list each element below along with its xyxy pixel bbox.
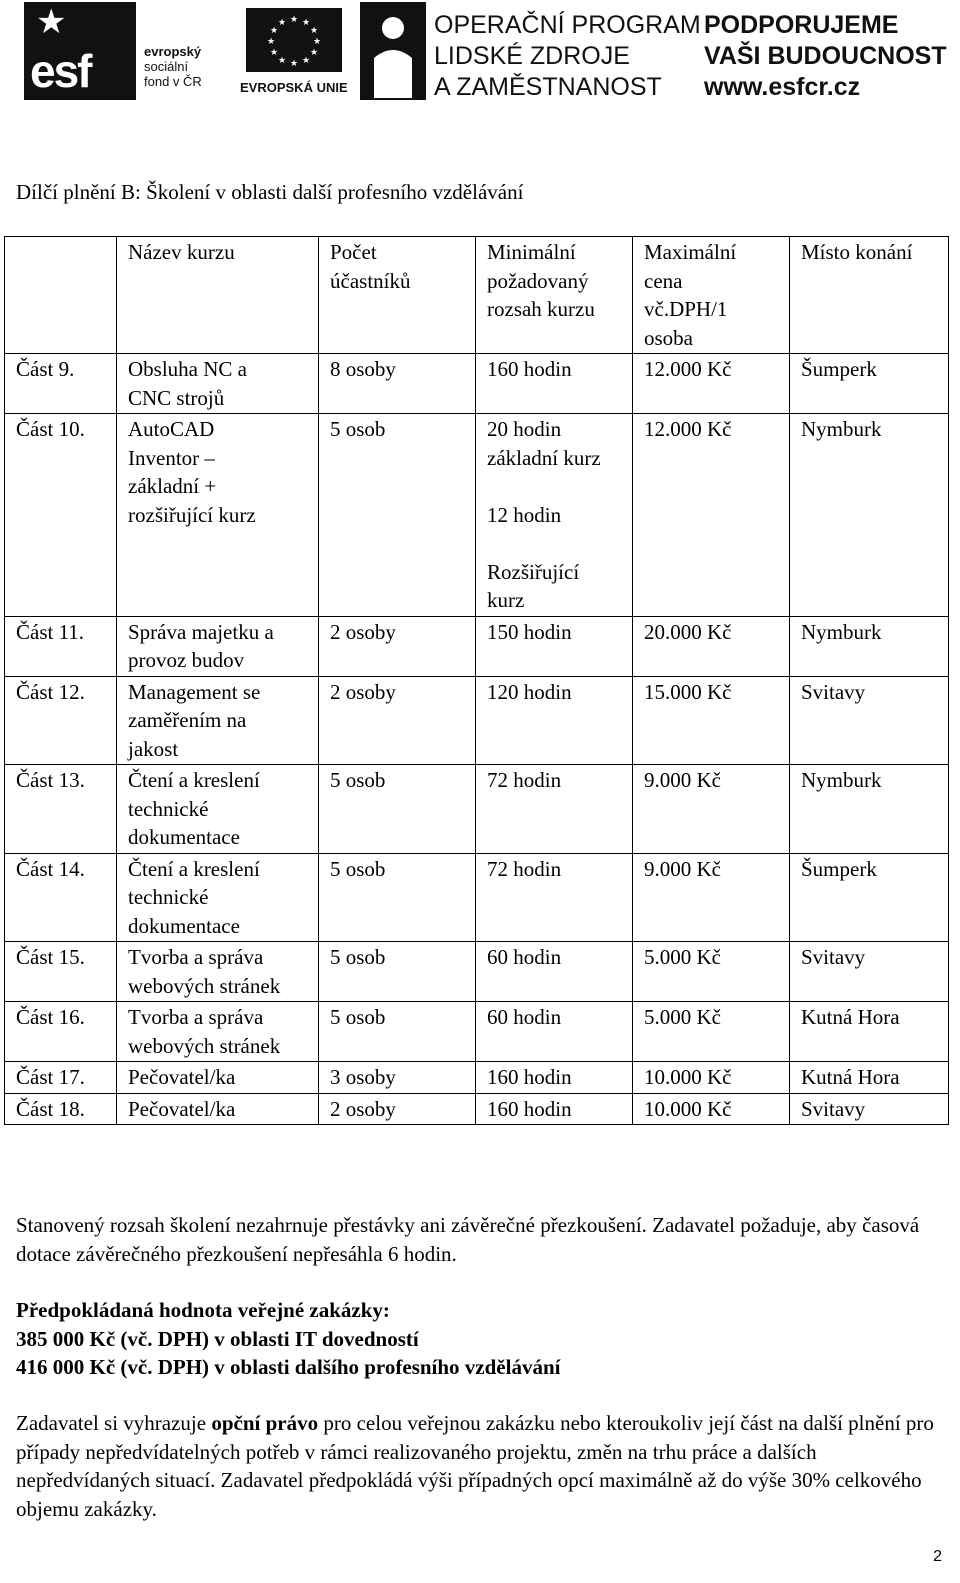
cell-course: Pečovatel/ka [117,1093,319,1125]
cell-place: Svitavy [790,942,949,1002]
esf-logo [24,0,354,104]
cell-part: Část 12. [5,676,117,765]
cell-price: 5.000 Kč [633,1002,790,1062]
cell-participants: 5 osob [319,942,476,1002]
header-price: Maximální cena vč.DPH/1 osoba [633,237,790,354]
courses-table [4,236,949,1125]
cell-participants: 5 osob [319,853,476,942]
header-part [5,237,117,354]
cell-scope: 160 hodin [476,1062,633,1094]
eu-flag-icon [246,8,342,72]
cell-price: 15.000 Kč [633,676,790,765]
cell-part: Část 10. [5,414,117,617]
cell-participants: 5 osob [319,414,476,617]
cell-place: Šumperk [790,853,949,942]
cell-scope: 72 hodin [476,765,633,854]
esf-mark [24,2,136,100]
table-row [5,1002,949,1062]
cell-price: 10.000 Kč [633,1093,790,1125]
cell-price: 9.000 Kč [633,853,790,942]
page-number: 2 [933,1548,942,1565]
esf-caption-line: sociální [144,59,189,74]
header-course: Název kurzu [117,237,319,354]
cell-scope: 160 hodin [476,354,633,414]
table-header-row [5,237,949,354]
header-scope: Minimální požadovaný rozsah kurzu [476,237,633,354]
option-right-term: opční právo [211,1411,319,1435]
cell-participants: 5 osob [319,765,476,854]
cell-part: Část 14. [5,853,117,942]
slogan [704,10,947,103]
cell-participants: 3 osoby [319,1062,476,1094]
section-heading: Dílčí plnění B: Školení v oblasti další profesního vzdělávání [16,180,524,204]
esf-caption-line: evropský [144,44,202,59]
cell-price: 5.000 Kč [633,942,790,1002]
table-row [5,853,949,942]
cell-price: 20.000 Kč [633,616,790,676]
svg-text:★: ★ [301,18,311,28]
cell-part: Část 9. [5,354,117,414]
star-icon: ★ [36,4,67,41]
table-row [5,354,949,414]
cell-part: Část 17. [5,1062,117,1094]
cell-place: Šumperk [790,354,949,414]
svg-text:★: ★ [289,15,299,25]
option-text-end: pro celou veřejnou zakázku nebo kteroukoliv její část na další plnění pro případy nepředvídatelných potřeb v rámci realizovaného projektu, změn na trhu práce a dalších nepředvídaných situací. Zadavatel předpokládá výši případných opcí maximálně až do výše 30% celkového objemu zakázky. [16,1411,934,1521]
cell-place: Svitavy [790,676,949,765]
header-participants: Počet účastníků [319,237,476,354]
cell-price: 10.000 Kč [633,1062,790,1094]
cell-place: Kutná Hora [790,1002,949,1062]
svg-text:★: ★ [289,59,299,69]
svg-text:★: ★ [277,18,287,28]
cell-price: 12.000 Kč [633,414,790,617]
cell-place: Nymburk [790,414,949,617]
cell-participants: 2 osoby [319,1093,476,1125]
slogan-line: PODPORUJEME [704,11,899,39]
svg-text:★: ★ [277,56,287,66]
slogan-line: VAŠI BUDOUCNOST [704,42,947,70]
cell-scope: 60 hodin [476,1002,633,1062]
svg-text:★: ★ [312,37,322,47]
table-row [5,1062,949,1094]
cell-course: Management se zaměřením na jakost [117,676,319,765]
table-row [5,616,949,676]
cell-course: Tvorba a správa webových stránek [117,942,319,1002]
cell-part: Část 15. [5,942,117,1002]
puzzle-figure-icon [360,2,426,100]
cell-price: 12.000 Kč [633,354,790,414]
op-title-line: LIDSKÉ ZDROJE [434,42,630,70]
cell-course: Čtení a kreslení technické dokumentace [117,765,319,854]
slogan-url: www.esfcr.cz [704,73,861,101]
cell-scope: 150 hodin [476,616,633,676]
table-row [5,1093,949,1125]
svg-text:★: ★ [269,48,279,58]
cell-part: Část 18. [5,1093,117,1125]
svg-text:★: ★ [309,26,319,36]
logo-banner [24,0,947,104]
estimated-value-it: 385 000 Kč (vč. DPH) v oblasti IT dovedností [16,1326,419,1351]
cell-part: Část 11. [5,616,117,676]
esf-letters: esf [30,45,91,97]
svg-text:★: ★ [301,56,311,66]
cell-participants: 8 osoby [319,354,476,414]
cell-course: Čtení a kreslení technické dokumentace [117,853,319,942]
cell-participants: 2 osoby [319,676,476,765]
table-row [5,942,949,1002]
esf-caption [144,44,202,89]
table-row [5,765,949,854]
cell-course: Tvorba a správa webových stránek [117,1002,319,1062]
option-paragraph [16,1409,936,1523]
cell-place: Kutná Hora [790,1062,949,1094]
header-place: Místo konání [790,237,949,354]
cell-scope: 60 hodin [476,942,633,1002]
eu-caption: EVROPSKÁ UNIE [240,80,348,95]
table-body [5,354,949,1125]
table-row [5,676,949,765]
cell-participants: 2 osoby [319,616,476,676]
cell-course: Pečovatel/ka [117,1062,319,1094]
cell-course: AutoCAD Inventor – základní + rozšiřující kurz [117,414,319,617]
svg-text:★: ★ [309,48,319,58]
estimated-value [16,1296,936,1382]
cell-scope: 160 hodin [476,1093,633,1125]
table-row [5,414,949,617]
cell-price: 9.000 Kč [633,765,790,854]
esf-caption-line: fond v ČR [144,74,202,89]
op-title-line: A ZAMĚSTNANOST [434,73,662,101]
cell-scope: 20 hodin základní kurz 12 hodin Rozšiřující kurz [476,414,633,617]
cell-participants: 5 osob [319,1002,476,1062]
option-text-start: Zadavatel si vyhrazuje [16,1411,212,1435]
estimated-value-prof: 416 000 Kč (vč. DPH) v oblasti dalšího profesního vzdělávání [16,1355,561,1379]
cell-place: Svitavy [790,1093,949,1125]
svg-text:★: ★ [266,37,276,47]
op-title-line: OPERAČNÍ PROGRAM [434,11,701,39]
note-paragraph: Stanovený rozsah školení nezahrnuje přestávky ani závěrečné přezkoušení. Zadavatel požaduje, aby časová dotace závěrečného přezkoušení nepřesáhla 6 hodin. [16,1213,920,1266]
cell-scope: 120 hodin [476,676,633,765]
estimated-value-title: Předpokládaná hodnota veřejné zakázky: [16,1298,390,1322]
svg-text:★: ★ [269,26,279,36]
cell-part: Část 16. [5,1002,117,1062]
cell-scope: 72 hodin [476,853,633,942]
cell-course: Správa majetku a provoz budov [117,616,319,676]
cell-course: Obsluha NC a CNC strojů [117,354,319,414]
cell-place: Nymburk [790,765,949,854]
cell-place: Nymburk [790,616,949,676]
op-program-title [434,10,701,103]
cell-part: Část 13. [5,765,117,854]
